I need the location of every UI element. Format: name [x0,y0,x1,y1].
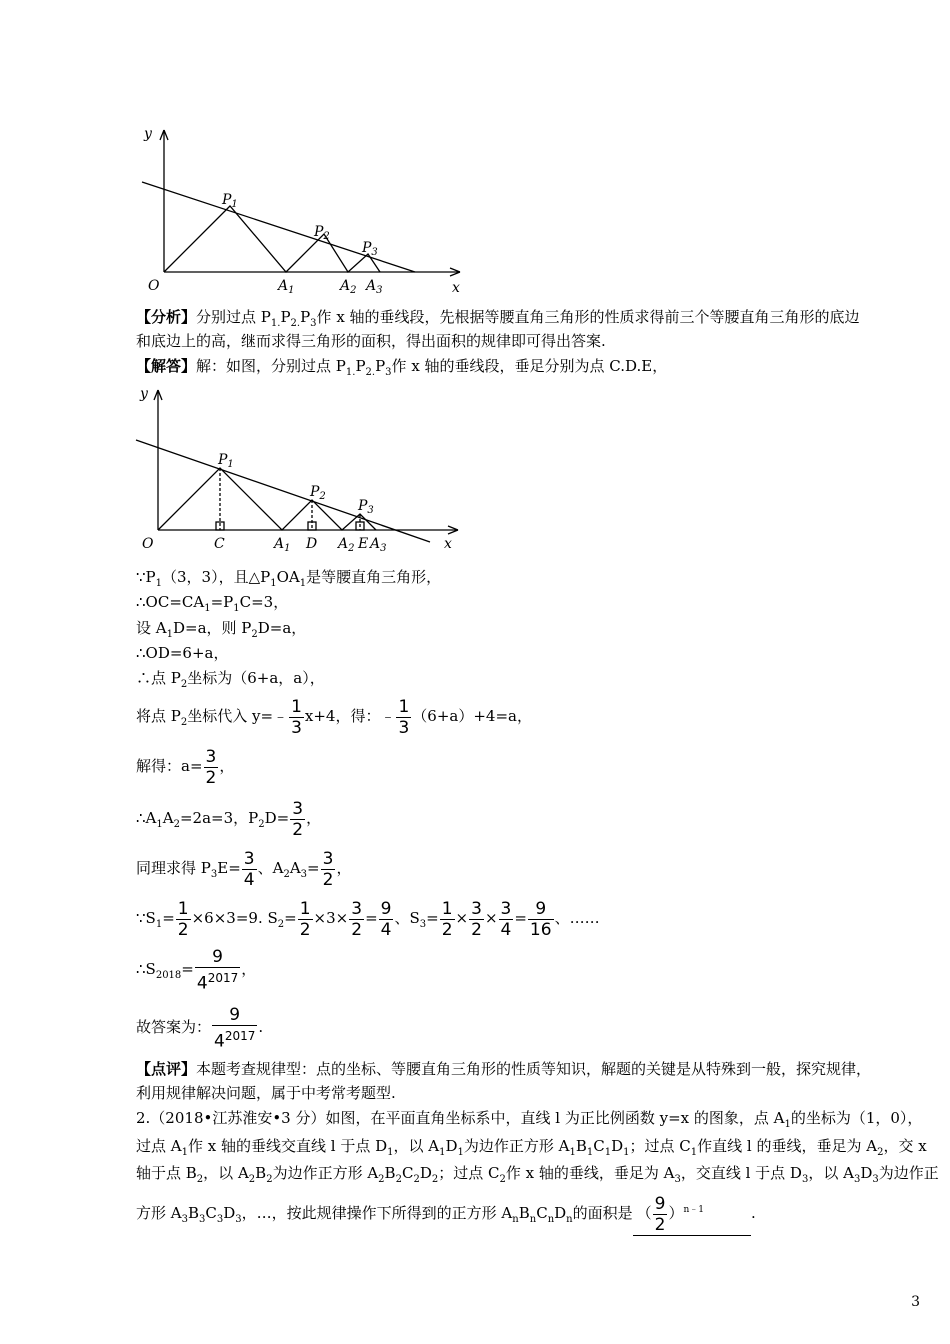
page-number: 3 [911,1294,920,1310]
frac-3-2: $\frac{3}{2}$ [205,746,217,788]
step-5: ∴点 $P_2$坐标为（6+a，a）， [136,669,325,690]
svg-text:A2: $A_2$ [340,278,357,296]
step-2: $\therefore OC=CA_1=P_1C=3$， [136,593,289,614]
step-8: $\therefore A_1A_2=2a=3$，$P_2D=$ $\frac{3}{2}$ ， [136,798,322,840]
frac-9-4pow: $\frac{9}{4^{2017}}$ [196,946,239,994]
frac-3-2: $\frac{3}{2}$ [322,848,334,890]
svg-text:P1: $P_1$ [218,452,234,470]
comment-line-2: 利用规律解决问题，属于中考常考题型. [136,1084,396,1102]
step-6: 将点 $P_2$坐标代入 y=﹣ $\frac{1}{3}$ x+4，得：﹣ $\frac{1}{3}$ （6+a）+4=a， [136,696,532,738]
step-4: ∴OD=6+a， [136,644,229,662]
step-7: 解得：a= $\frac{3}{2}$ ， [136,746,235,788]
fig1-label-y: y [144,126,152,142]
svg-text:P2: $P_2$ [314,224,330,242]
analysis-line-2: 和底边上的高，继而求得三角形的面积，得出面积的规律即可得出答案. [136,332,606,350]
fig2-label-e: E [358,536,369,552]
fig2-label-d: D [306,536,318,552]
frac-3-4: $\frac{3}{4}$ [243,848,255,890]
comment-line-1: 【点评】本题考查规律型：点的坐标、等腰直角三角形的性质等知识，解题的关键是从特殊到一般，探究规律， [136,1060,872,1078]
fig2-label-c: C [214,536,225,552]
svg-text:A2: $A_2$ [338,536,355,554]
svg-text:A1: $A_1$ [278,278,295,296]
svg-text:A1: $A_1$ [274,536,291,554]
step-1: $\because P_1(3$，3），且$\triangle P_1OA_1$是等腰直角三角形， [136,568,442,589]
frac-1-3: $\frac{1}{3}$ [291,696,302,738]
fig2-label-o: O [142,536,154,552]
step-12: 故答案为： $\frac{9}{4^{2017}}$ . [136,1004,264,1052]
figure-1 [130,120,470,300]
fig1-label-x: x [452,280,460,296]
step-9: 同理求得 $P_3E=$ $\frac{3}{4}$ 、$A_2A_3=$ $\frac{3}{2}$ ， [136,848,352,890]
analysis-line-1: 【分析】分别过点 $P_{1.}P_{2.}P_3$作 x 轴的垂线段，先根据等腰直角三角形的性质求得前三个等腰直角三角形的底边 [136,308,860,329]
answer-blank: （ $\frac{9}{2}$ ）$^{n﹣1}$ [633,1188,751,1236]
svg-text:A3: $A_3$ [366,278,383,296]
problem2-line-4: 方形 $A_3B_3C_3D_3$，…，按此规律操作下所得到的正方形 $A_nB_nC_nD_n$的面积是 （ $\frac{9}{2}$ ）$^{n﹣1}$ . [136,1188,756,1242]
svg-text:P3: $P_3$ [362,240,378,258]
problem2-line-3: 轴于点 $B_2$，以 $A_2B_2$为边作正方形 $A_2B_2C_2D_2$；过点 $C_2$作 x 轴的垂线，垂足为 $A_3$，交直线 l 于点 $D_3$，以 $A_3D_3$为边作正 [136,1164,939,1185]
frac-3-2: $\frac{3}{2}$ [292,798,304,840]
step-10: $\because S_1=$ $\frac{1}{2}$ ×6×3=9. $S_2=$ $\frac{1}{2}$ ×3× $\frac{3}{2}$ = $\frac{9}{4}$ 、$S_3=$ $\frac{1}{2}$ × $\frac{3}{2}$ × $\frac{3}{4}$ = $\frac{9}{16}$ 、…… [136,898,600,940]
svg-text:A3: $A_3$ [370,536,387,554]
frac-9-4pow: $\frac{9}{4^{2017}}$ [214,1004,256,1052]
svg-text:P2: $P_2$ [310,484,326,502]
problem2-line-2: 过点 $A_1$作 x 轴的垂线交直线 l 于点 $D_1$，以 $A_1D_1$为边作正方形 $A_1B_1C_1D_1$；过点 $C_1$作直线 l 的垂线，垂足为 $A_2$，交 x [136,1137,927,1158]
step-3: 设 $A_1D=a$，则 $P_2D=a$， [136,619,307,640]
svg-text:P3: $P_3$ [358,498,374,516]
problem2-line-1: 2.（2018•江苏淮安•3 分）如图，在平面直角坐标系中，直线 l 为正比例函数 y=x 的图象，点 $A_1$的坐标为（1，0）， [136,1109,923,1130]
step-11: $\therefore S_{2018}=$ $\frac{9}{4^{2017}}$ ， [136,946,257,994]
fig2-label-x: x [444,536,452,552]
fig2-label-y: y [140,386,148,402]
svg-text:P1: $P_1$ [222,192,238,210]
figure-2 [130,380,470,560]
fig1-label-o: O [148,278,160,294]
solution-line: 【解答】解：如图，分别过点 $P_{1.}P_{2.}P_3$作 x 轴的垂线段，垂足分别为点 C.D.E， [136,357,668,378]
frac-1-3: $\frac{1}{3}$ [398,696,410,738]
